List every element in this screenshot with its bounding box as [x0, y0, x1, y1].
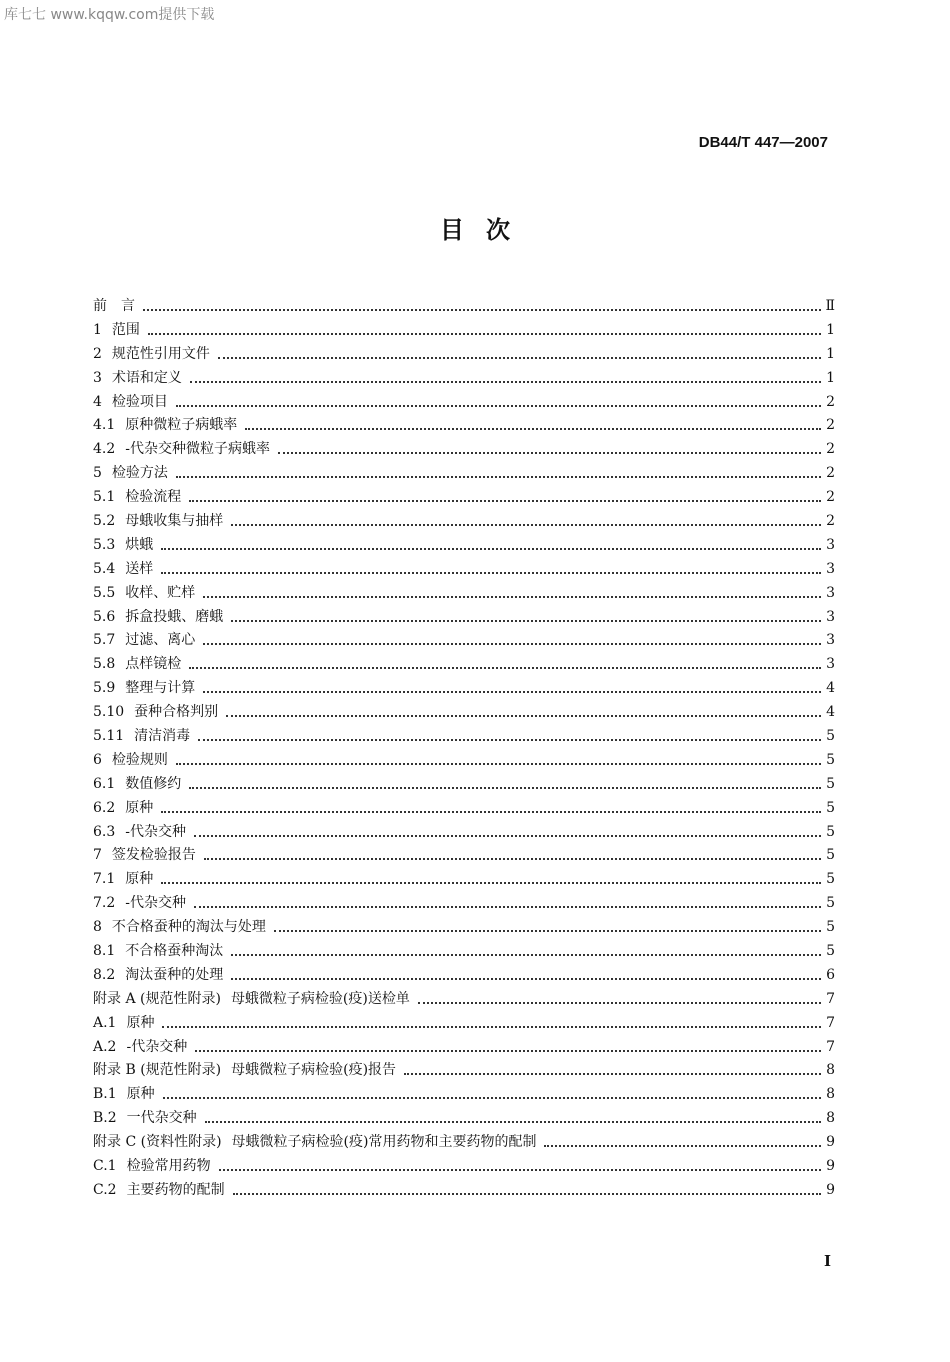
toc-entry-page: 5	[826, 727, 835, 744]
toc-entry-label: 母蛾微粒子病检验(疫)送检单	[230, 990, 410, 1007]
toc-dot-leader	[418, 992, 821, 1004]
toc-entry-label: 不合格蚕种的淘汰与处理	[111, 919, 266, 936]
toc-entry[interactable]	[93, 557, 835, 581]
toc-entry-page: 3	[826, 584, 835, 601]
toc-entry[interactable]	[93, 1035, 835, 1059]
toc-entry-page: 4	[826, 680, 835, 697]
toc-entry-number: 4.1	[93, 417, 116, 434]
toc-entry-label: 母蛾微粒子病检验(疫)报告	[231, 1062, 397, 1079]
table-of-contents	[93, 294, 835, 1202]
toc-entry-label: 主要药物的配制	[126, 1181, 225, 1198]
toc-entry-page: 5	[826, 799, 835, 816]
toc-entry-page: 3	[826, 608, 835, 625]
toc-entry-number: 附录 B (规范性附录)	[93, 1062, 222, 1079]
toc-entry-page: 3	[826, 632, 835, 649]
toc-entry-number: A.2	[93, 1038, 117, 1055]
toc-dot-leader	[161, 872, 821, 884]
toc-entry-label: 蚕种合格判别	[134, 704, 219, 721]
toc-entry-label: 点样镜检	[125, 656, 182, 673]
toc-entry-label: 整理与计算	[125, 680, 196, 697]
toc-entry-page: Ⅱ	[825, 297, 835, 314]
toc-dot-leader	[226, 705, 821, 717]
toc-dot-leader	[194, 825, 821, 837]
toc-entry-number: 8.2	[93, 966, 116, 983]
toc-dot-leader	[161, 562, 821, 574]
toc-entry-number: C.1	[93, 1158, 117, 1174]
toc-entry-number: 4.2	[93, 441, 116, 458]
toc-entry[interactable]	[93, 605, 835, 629]
toc-entry-label: 规范性引用文件	[111, 345, 210, 362]
toc-dot-leader	[203, 586, 821, 598]
toc-entry-label: 原种	[125, 871, 154, 888]
page-number: I	[824, 1252, 832, 1270]
toc-entry-label: 原种	[125, 799, 154, 816]
toc-dot-leader	[189, 657, 821, 669]
toc-entry-label: -代杂交种	[125, 895, 186, 912]
toc-dot-leader	[195, 1040, 821, 1052]
toc-entry-number: 5.7	[93, 632, 116, 649]
toc-entry-page: 5	[826, 895, 835, 912]
toc-entry-number: 附录 A (规范性附录)	[93, 990, 221, 1007]
toc-entry[interactable]	[93, 796, 835, 820]
toc-entry[interactable]	[93, 867, 835, 891]
toc-entry[interactable]	[93, 700, 835, 724]
toc-entry-number: 6	[93, 751, 102, 768]
toc-entry-page: 5	[826, 942, 835, 959]
toc-dot-leader	[219, 1159, 821, 1171]
toc-dot-leader	[148, 323, 821, 335]
toc-entry-page: 2	[826, 393, 835, 410]
toc-entry-label: 检验流程	[125, 489, 182, 506]
toc-dot-leader	[176, 466, 821, 478]
toc-entry-page: 2	[826, 465, 835, 482]
toc-entry-page: 9	[826, 1134, 835, 1151]
toc-dot-leader	[544, 1135, 821, 1147]
toc-entry-number: 附录 C (资料性附录)	[93, 1134, 222, 1151]
toc-entry-number: 5.10	[93, 704, 125, 721]
toc-dot-leader	[231, 610, 821, 622]
toc-entry-page: 5	[826, 871, 835, 888]
toc-entry-page: 9	[826, 1181, 835, 1198]
toc-dot-leader	[404, 1063, 821, 1075]
toc-dot-leader	[204, 848, 821, 860]
toc-entry-page: 2	[826, 441, 835, 458]
toc-entry[interactable]	[93, 461, 835, 485]
toc-entry[interactable]	[93, 772, 835, 796]
toc-dot-leader	[233, 1183, 821, 1195]
toc-dot-leader	[162, 1016, 821, 1028]
page-title: 目次	[440, 216, 532, 244]
toc-entry-number: 5.2	[93, 512, 116, 529]
toc-entry[interactable]	[93, 1011, 835, 1035]
toc-entry-page: 5	[826, 751, 835, 768]
toc-entry-page: 7	[826, 1038, 835, 1055]
watermark-text: 库七七 www.kqqw.com提供下载	[4, 7, 215, 23]
toc-entry[interactable]	[93, 509, 835, 533]
toc-entry[interactable]	[93, 1178, 835, 1202]
toc-entry-label: 术语和定义	[111, 369, 182, 386]
toc-entry[interactable]	[93, 987, 835, 1011]
toc-entry-page: 7	[826, 990, 835, 1007]
toc-dot-leader	[176, 753, 821, 765]
toc-entry-number: 8.1	[93, 942, 116, 959]
toc-dot-leader	[231, 514, 821, 526]
toc-dot-leader	[274, 920, 821, 932]
toc-entry-number: 7.2	[93, 895, 116, 912]
toc-entry-page: 5	[826, 919, 835, 936]
toc-entry-label: -代杂交种微粒子病蛾率	[125, 441, 270, 458]
toc-entry-label: 一代杂交种	[126, 1110, 197, 1127]
toc-entry-label: -代杂交种	[126, 1038, 188, 1055]
toc-entry[interactable]	[93, 581, 835, 605]
toc-entry[interactable]	[93, 939, 835, 963]
toc-entry[interactable]	[93, 413, 835, 437]
toc-entry-number: 6.3	[93, 823, 116, 840]
toc-entry-number: 5.3	[93, 536, 116, 553]
toc-entry[interactable]	[93, 437, 835, 461]
toc-entry-number: B.2	[93, 1110, 117, 1127]
toc-entry-page: 2	[826, 417, 835, 434]
toc-entry-label: 淘汰蚕种的处理	[125, 966, 224, 983]
toc-entry-number: A.1	[93, 1014, 117, 1031]
toc-dot-leader	[231, 968, 821, 980]
toc-entry[interactable]	[93, 390, 835, 414]
toc-entry-number: 7.1	[93, 871, 116, 888]
toc-entry-number: 5.4	[93, 560, 116, 577]
toc-entry-label: 烘蛾	[125, 536, 154, 553]
toc-dot-leader	[245, 418, 821, 430]
toc-entry[interactable]	[93, 963, 835, 987]
toc-entry-page: 8	[826, 1062, 835, 1079]
toc-entry-number: 2	[93, 345, 102, 362]
toc-entry-page: 5	[826, 823, 835, 840]
toc-entry[interactable]	[93, 294, 835, 318]
toc-entry[interactable]	[93, 652, 835, 676]
toc-dot-leader	[278, 442, 821, 454]
toc-entry-page: 7	[826, 1014, 835, 1031]
toc-entry-number: 5.6	[93, 608, 116, 625]
toc-dot-leader	[194, 896, 821, 908]
toc-entry[interactable]	[93, 1082, 835, 1106]
toc-entry-page: 3	[826, 656, 835, 673]
toc-entry[interactable]	[93, 820, 835, 844]
toc-entry[interactable]	[93, 533, 835, 557]
toc-entry-label: 范围	[111, 321, 140, 338]
toc-entry[interactable]	[93, 724, 835, 748]
toc-entry[interactable]	[93, 676, 835, 700]
toc-entry-label: 母蛾微粒子病检验(疫)常用药物和主要药物的配制	[231, 1134, 537, 1151]
toc-entry[interactable]	[93, 748, 835, 772]
toc-entry[interactable]	[93, 1154, 835, 1178]
toc-dot-leader	[161, 538, 821, 550]
toc-entry-number: 4	[93, 393, 102, 410]
toc-entry-page: 5	[826, 775, 835, 792]
toc-dot-leader	[203, 681, 821, 693]
toc-entry-page: 9	[826, 1158, 835, 1174]
toc-entry-label: 清洁消毒	[134, 727, 191, 744]
toc-entry-page: 6	[826, 966, 835, 983]
toc-entry-page: 5	[826, 847, 835, 864]
toc-entry-label: 检验项目	[111, 393, 168, 410]
toc-entry-number: 1	[93, 321, 102, 338]
toc-entry-number: 6.2	[93, 799, 116, 816]
toc-entry-number: 前 言	[93, 297, 135, 314]
toc-entry-number: 5.8	[93, 656, 116, 673]
toc-entry-label: 收样、贮样	[125, 584, 196, 601]
toc-entry-label: -代杂交种	[125, 823, 186, 840]
toc-dot-leader	[189, 490, 821, 502]
toc-entry-number: C.2	[93, 1181, 117, 1198]
toc-dot-leader	[218, 347, 821, 359]
toc-entry-label: 送样	[125, 560, 154, 577]
toc-entry-number: 5.11	[93, 727, 125, 744]
toc-entry-page: 8	[826, 1086, 835, 1103]
toc-entry-label: 拆盒投蛾、磨蛾	[125, 608, 224, 625]
toc-dot-leader	[198, 729, 821, 741]
toc-entry-label: 检验常用药物	[126, 1158, 211, 1174]
toc-dot-leader	[143, 299, 821, 311]
toc-entry-page: 2	[826, 512, 835, 529]
toc-entry-number: 3	[93, 369, 102, 386]
toc-dot-leader	[161, 801, 821, 813]
toc-entry[interactable]	[93, 628, 835, 652]
toc-entry-label: 数值修约	[125, 775, 182, 792]
toc-entry-page: 1	[826, 369, 835, 386]
toc-entry-number: 5.1	[93, 489, 116, 506]
toc-entry-label: 签发检验报告	[111, 847, 196, 864]
toc-dot-leader	[176, 395, 821, 407]
toc-entry[interactable]	[93, 366, 835, 390]
toc-entry-number: 5.5	[93, 584, 116, 601]
toc-entry-page: 1	[826, 345, 835, 362]
toc-entry-number: 8	[93, 919, 102, 936]
toc-entry[interactable]	[93, 485, 835, 509]
toc-dot-leader	[205, 1111, 821, 1123]
toc-entry-page: 8	[826, 1110, 835, 1127]
toc-entry-label: 不合格蚕种淘汰	[125, 942, 224, 959]
toc-dot-leader	[163, 1087, 821, 1099]
toc-entry-label: 原种	[126, 1014, 155, 1031]
toc-entry[interactable]	[93, 843, 835, 867]
toc-entry-label: 原种	[126, 1086, 155, 1103]
toc-entry-page: 3	[826, 536, 835, 553]
toc-entry-number: 6.1	[93, 775, 116, 792]
toc-entry-page: 4	[826, 704, 835, 721]
toc-dot-leader	[231, 944, 821, 956]
toc-entry-label: 检验规则	[111, 751, 168, 768]
toc-entry-page: 3	[826, 560, 835, 577]
toc-entry-number: 7	[93, 847, 102, 864]
toc-dot-leader	[190, 371, 821, 383]
standard-code: DB44/T 447—2007	[698, 134, 828, 151]
toc-entry[interactable]	[93, 1059, 835, 1083]
toc-entry[interactable]	[93, 342, 835, 366]
toc-entry[interactable]	[93, 1130, 835, 1154]
toc-entry-label: 过滤、离心	[125, 632, 196, 649]
toc-dot-leader	[203, 633, 821, 645]
toc-entry-number: B.1	[93, 1086, 117, 1103]
toc-entry-page: 2	[826, 489, 835, 506]
toc-entry-label: 原种微粒子病蛾率	[125, 417, 238, 434]
toc-entry[interactable]	[93, 891, 835, 915]
toc-entry-label: 检验方法	[111, 465, 168, 482]
toc-entry[interactable]	[93, 915, 835, 939]
toc-entry[interactable]	[93, 1106, 835, 1130]
toc-entry[interactable]	[93, 318, 835, 342]
toc-entry-label: 母蛾收集与抽样	[125, 512, 224, 529]
toc-entry-page: 1	[826, 321, 835, 338]
toc-entry-number: 5.9	[93, 680, 116, 697]
toc-entry-number: 5	[93, 465, 102, 482]
toc-dot-leader	[189, 777, 821, 789]
